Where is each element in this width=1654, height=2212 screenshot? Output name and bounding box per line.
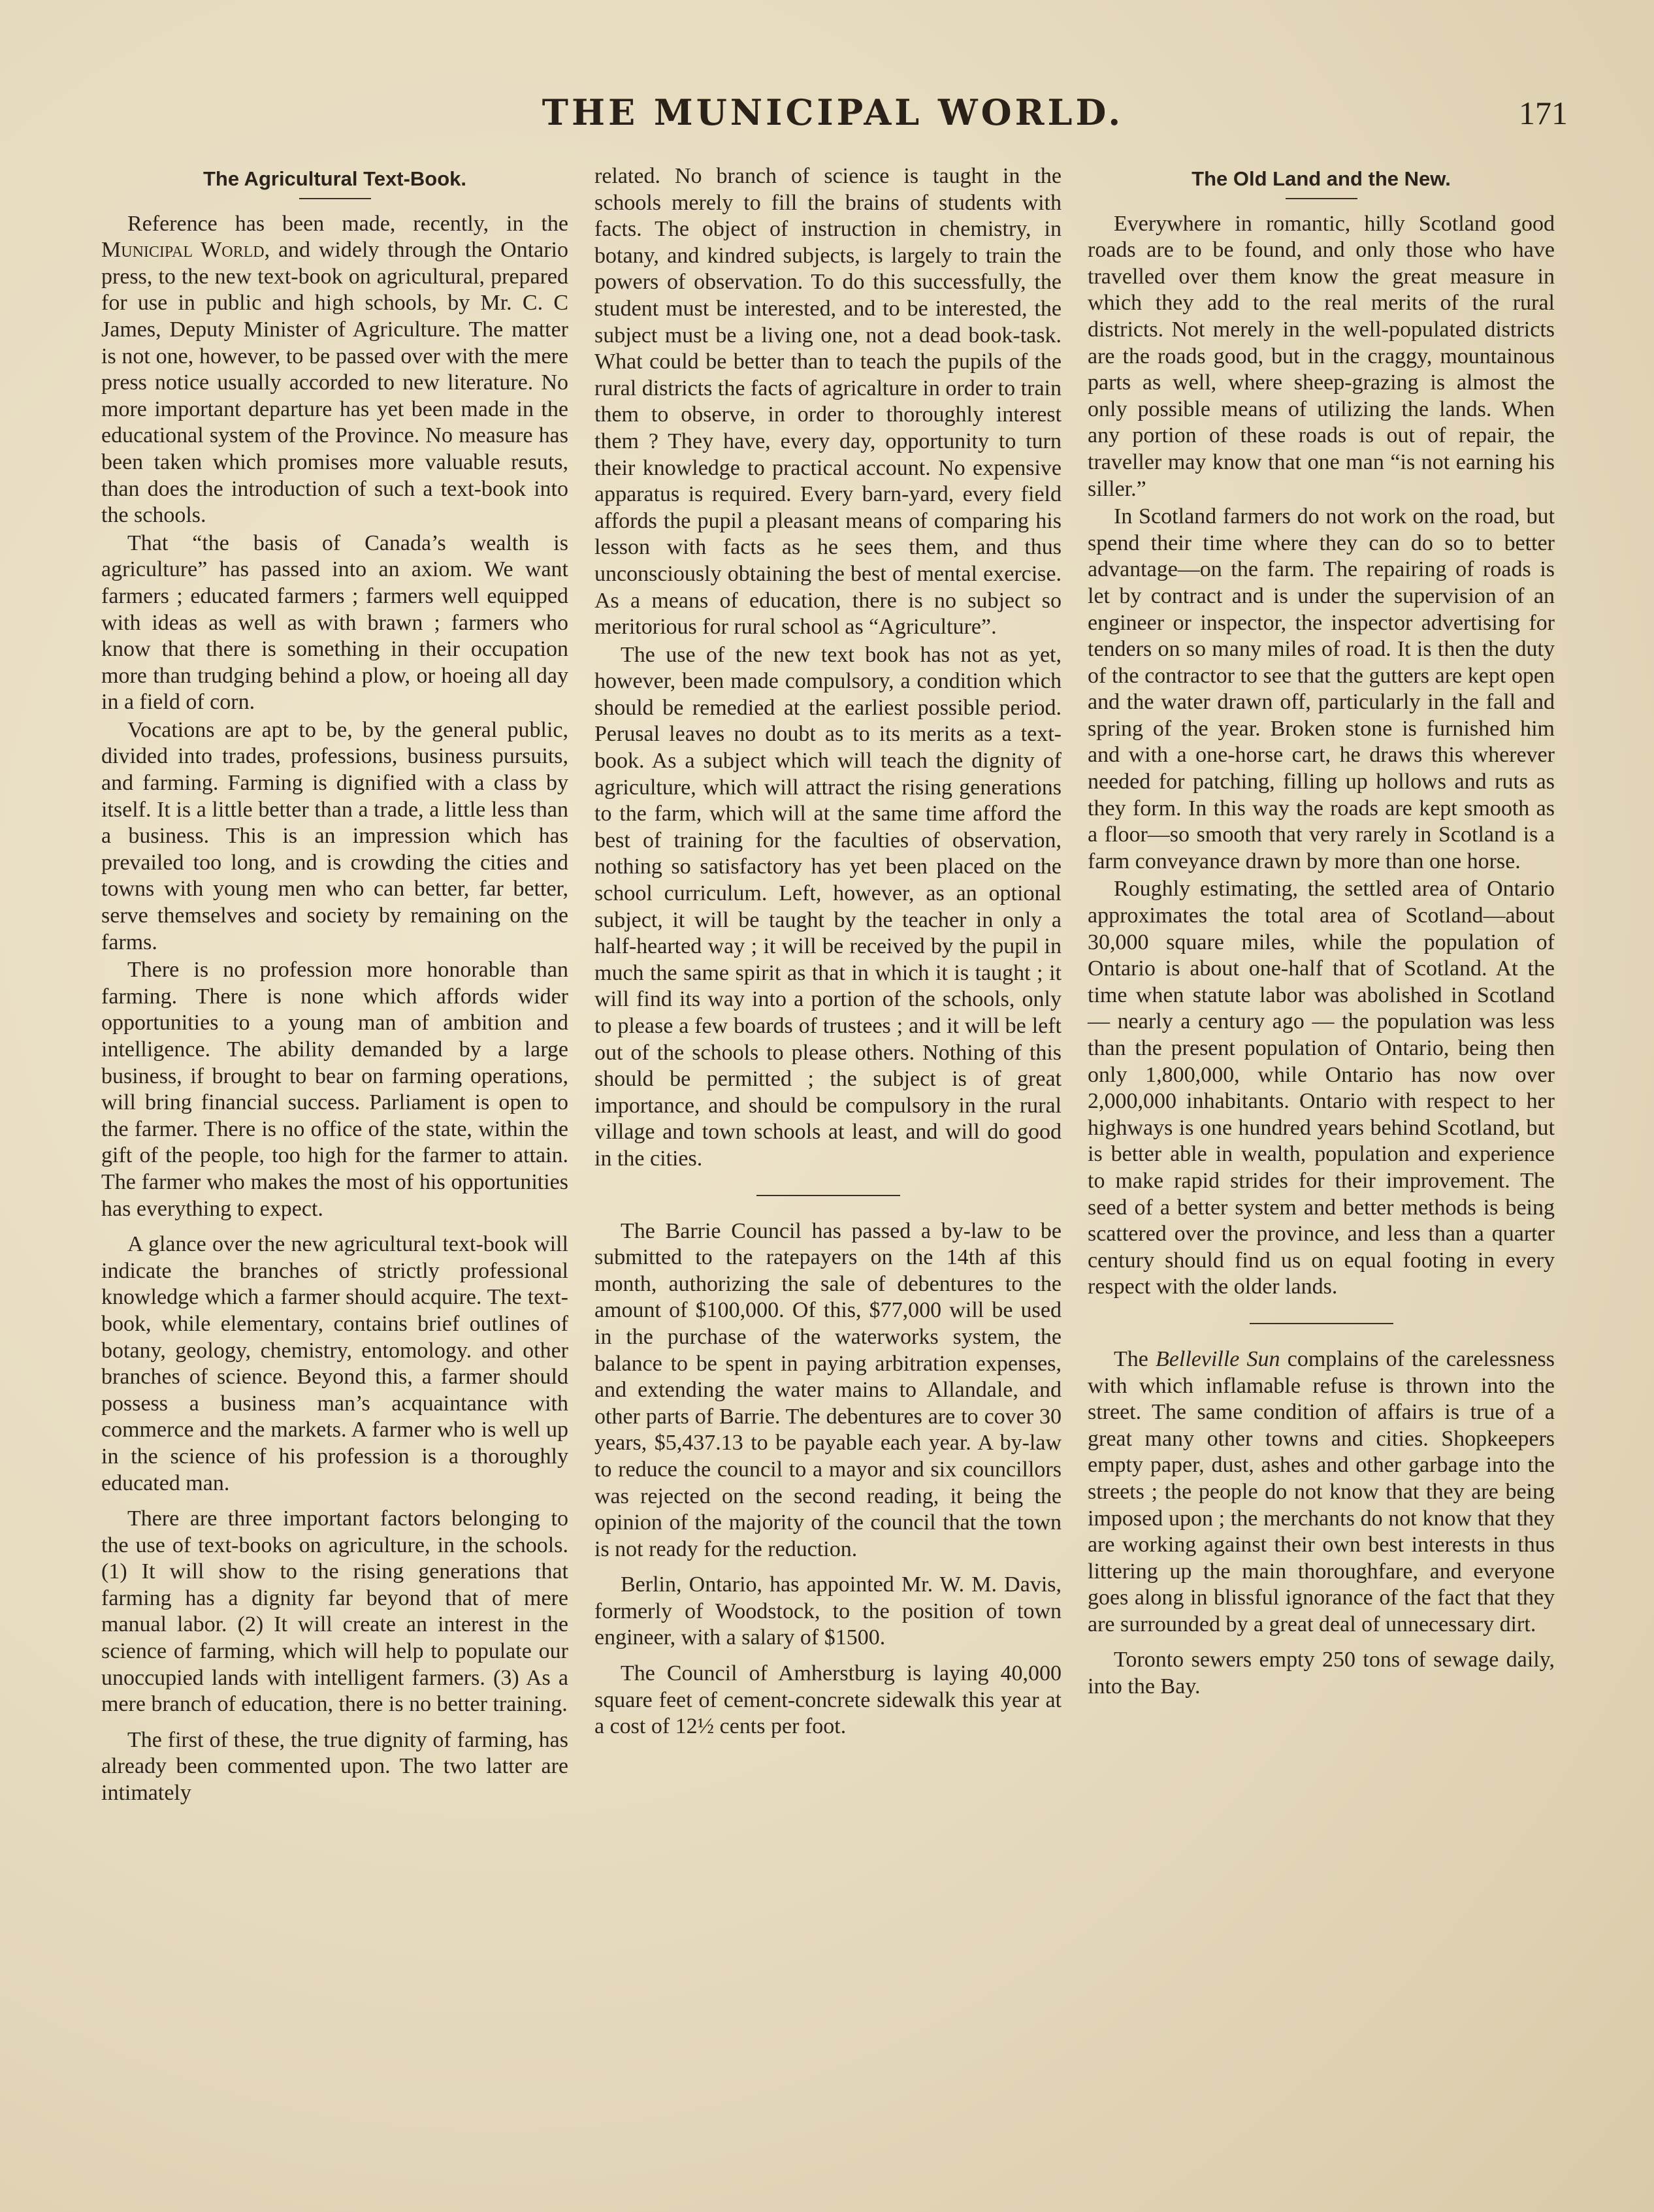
- paragraph: [101, 211, 568, 529]
- title-rule: [299, 198, 371, 199]
- paragraph: The use of the new text book has not as yet, however, been made compulsory, a condition which should be remedied at the earliest possible period. Perusal leaves no doubt as to its merits as a text-book. As a subject which will teach the dignity of agriculture, which will attract the rising generations to the farm, which will at the same time afford the best of training for the faculties of observation, nothing so satisfactory has yet been placed on the school curriculum. Left, however, as an optional subject, it will be taught by the teacher in only a half-hearted way ; it will be received by the pupil in much the same spirit as that in which it is taught ; it will find its way into a portion of the schools, only to please a few boards of trustees ; and it will be left out of the schools to please others. Nothing of this should be permitted ; the subject is of great importance, and should be compulsory in the rural village and town schools at least, and will do good in the cities.: [594, 642, 1062, 1171]
- paragraph: Roughly estimating, the settled area of Ontario approximates the total area of Scotland—about 30,000 square miles, while the population of Ontario is about one-half that of Scotland. At the time when statute labor was abolished in Scotland — nearly a century ago — the population was less than the present population of Ontario, being then only 1,800,000, while Ontario has now over 2,000,000 inhabitants. Ontario with respect to her highways is one hundred years behind Scotland, but is better able in wealth, population and experience to make rapid strides for their improvement. The seed of a better system and better methods is being scattered over the province, and less than a quarter century should find us on equal footing in every respect with the older lands.: [1088, 877, 1555, 1299]
- text-run: The: [1114, 1346, 1156, 1371]
- masthead: THE MUNICIPAL WORLD.: [542, 91, 1124, 133]
- paragraph: Vocations are apt to be, by the general public, divided into trades, professions, business pursuits, and farming. Farming is dignified with a class by itself. It is a little better than a trade, a little less than a business. This is an impression which has prevailed too long, and is crowding the cities and towns with young men who can better, far better, serve themselves and society by remaining on the farms.: [101, 717, 568, 954]
- text-run: complains of the carelessness with which inflamable refuse is thrown into the street. The same condition of affairs is true of a great many other towns and cities. Shopkeepers empty paper, dust, ashes and other garbage into the streets ; the people do not know that they are being imposed upon ; the merchants do not know that they are working against their own best interests in thus littering up the main thoroughfare, and everyone goes along in blissful ignorance of the fact that they are surrounded by a great deal of unnecessary dirt.: [1088, 1346, 1555, 1636]
- page-header: [98, 91, 1568, 144]
- paragraph: The Council of Amherstburg is laying 40,000 square feet of cement-concrete sidewalk this year at a cost of 12½ cents per foot.: [594, 1661, 1062, 1739]
- title-rule: [1286, 198, 1357, 199]
- paragraph: The Barrie Council has passed a by-law to be submitted to the ratepayers on the 14th af this month, authorizing the sale of debentures to the amount of $100,000. Of this, $77,000 will be used in the purchase of the waterworks system, the balance to be spent in paying arbitration expenses, and extending the water mains to Allandale, and other parts of Barrie. The debentures are to cover 30 years, $5,437.13 to be payable each year. A by-law to reduce the council to a mayor and six councillors was rejected on the second reading, it being the opinion of the majority of the council that the town is not ready for the reduction.: [594, 1218, 1062, 1561]
- paragraph: Toronto sewers empty 250 tons of sewage daily, into the Bay.: [1088, 1648, 1555, 1699]
- paragraph: The first of these, the true dignity of farming, has already been commented upon. The two latter are intimately: [101, 1727, 568, 1806]
- publication-name: Municipal World,: [101, 238, 270, 263]
- paragraph: Everywhere in romantic, hilly Scotland good roads are to be found, and only those who have travelled over them know the great measure in which they add to the real merits of the rural districts. Not merely in the well-populated districts are the roads good, but in the craggy, mountainous parts as well, where sheep-grazing is almost the only possible means of utilizing the lands. When any portion of these roads is out of repair, the traveller may know that one man “is not earning his siller.”: [1088, 211, 1555, 501]
- section-divider: [756, 1195, 900, 1196]
- text-run: and widely through the Ontario press, to the new text-book on agricultural, prepared for use in public and high schools, by Mr. C. C James, Deputy Minister of Agriculture. The matter is not one, however, to be passed over with the mere press notice usually accorded to new literature. No more important departure has yet been made in the educational system of the Province. No measure has been taken which promises more valuable resuts, than does the introduction of such a text-book into the schools.: [101, 238, 568, 528]
- paragraph: There are three important factors belonging to the use of text-books on agriculture, in the schools. (1) It will show to the rising generations that farming has a dignity far beyond that of mere manual labor. (2) It will create an interest in the science of farming, which will help to populate our unoccupied lands with intelligent farmers. (3) As a mere branch of education, there is no better training.: [101, 1506, 568, 1717]
- publication-name: Belleville Sun: [1156, 1346, 1280, 1371]
- paragraph: related. No branch of science is taught in the schools merely to fill the brains of students with facts. The object of instruction in chemistry, in botany, and kindred subjects, is largely to train the powers of observation. To do this successfully, the student must be interested, and to be interested, the subject must be a living one, not a dead book-task. What could be better than to teach the pupils of the rural districts the facts of agricalture in order to train them to observe, in order to thoroughly interest them ? They have, every day, opportunity to turn their knowledge to practical account. No expensive apparatus is required. Every barn-yard, every field affords the pupil a pleasant means of comparing his lesson with facts as he sees them, and thus unconsciously obtaining the best of mental exercise. As a means of education, there is no subject so meritorious for rural school as “Agriculture”.: [594, 164, 1062, 640]
- paragraph: There is no profession more honorable than farming. There is none which affords wider opportunities to a young man of ambition and intelligence. The ability demanded by a large business, if brought to bear on farming operations, will bring financial success. Parliament is open to the farmer. There is no office of the state, within the gift of the people, too high for the farmer to attain. The farmer who makes the most of his opportunities has everything to expect.: [101, 958, 568, 1221]
- paragraph: Berlin, Ontario, has appointed Mr. W. M. Davis, formerly of Woodstock, to the position of town engineer, with a salary of $1500.: [594, 1572, 1062, 1650]
- article-title: The Old Land and the New.: [1192, 167, 1451, 190]
- column-3: [1088, 163, 1555, 1700]
- paragraph: A glance over the new agricultural text-book will indicate the branches of strictly professional knowledge which a farmer should acquire. The text-book, while elementary, contains brief outlines of botany, geology, chemistry, entomology. and other branches of science. Beyond this, a farmer should possess a business man’s acquaintance with commerce and the markets. A farmer who is well up in the science of his profession is a thoroughly educated man.: [101, 1232, 568, 1495]
- paragraph: [1088, 1346, 1555, 1638]
- page-number: 171: [1519, 95, 1568, 131]
- paragraph: That “the basis of Canada’s wealth is agriculture” has passed into an axiom. We want farmers ; educated farmers ; farmers well equipped with ideas as well as with brawn ; farmers who know that there is something in their occupation more than trudging behind a plow, or hoeing all day in a field of corn.: [101, 530, 568, 715]
- text-run: Reference has been made, recently, in the: [127, 211, 568, 236]
- column-2: [594, 163, 1062, 1740]
- section-divider: [1250, 1323, 1393, 1324]
- article-title: The Agricultural Text-Book.: [203, 167, 467, 190]
- column-1: [101, 163, 568, 1807]
- paragraph: In Scotland farmers do not work on the road, but spend their time where they can do so to better advantage—on the farm. The repairing of roads is let by contract and is under the supervision of an engineer or inspector, the inspector advertising for tenders on so many miles of road. It is then the duty of the contractor to see that the gutters are kept open and the water drawn off, particularly in the fall and spring of the year. Broken stone is furnished him and with a one-horse cart, he draws this wherever needed for patching, filling up hollows and ruts as they form. In this way the roads are kept smooth as a floor—so smooth that very rarely in Scotland is a farm conveyance drawn by more than one horse.: [1088, 504, 1555, 873]
